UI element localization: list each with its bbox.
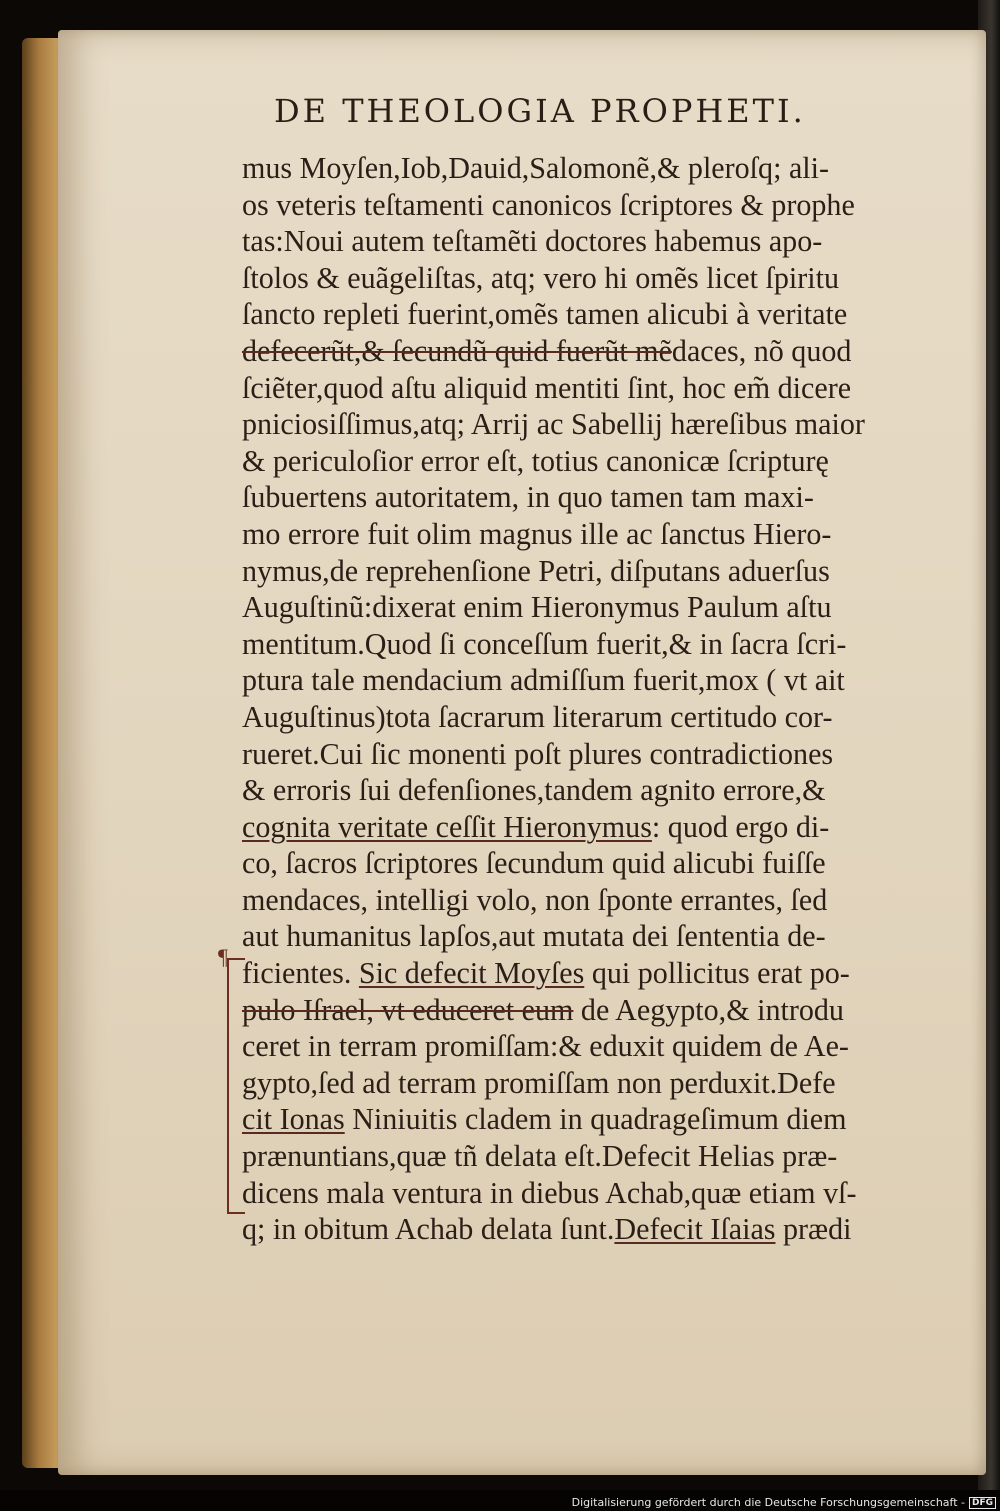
text-line: ceret in terram promiſſam:& eduxit quidem de Ae- [242,1029,849,1064]
footer-text: Digitalisierung gefördert durch die Deutsche Forschungsgemeinschaft - [571,1496,965,1509]
text-line: mo errore fuit olim magnus ille ac ſanctus Hiero- [242,516,832,551]
text-line: ſubuertens autoritatem, in quo tamen tam maxi- [242,480,814,515]
text-segment: : quod ergo di- [651,809,830,844]
text-segment: daces, nõ quod [671,333,852,368]
text-line [242,333,932,370]
text-segment: ficientes. [242,956,359,991]
text-line: dicens mala ventura in diebus Achab,quæ etiam vſ- [242,1175,857,1210]
text-segment: Niniuitis cladem in quadrageſimum diem [344,1102,847,1137]
body-text [242,150,942,1248]
text-line [242,955,932,992]
text-line: Auguſtinũ:dixerat enim Hieronymus Paulum aſtu [242,590,832,625]
text-line: pniciosiſſimus,atq; Arrij ac Sabellij hæreſibus maior [242,407,865,442]
dfg-logo-icon: DFG [969,1497,996,1509]
text-segment: de Aegypto,& introdu [573,992,844,1027]
struck-through-text: defecerũt,& ſecundũ quid fuerũt mẽ [242,333,672,368]
text-line: gypto,ſed ad terram promiſſam non perduxit.Defe [242,1065,836,1100]
underlined-text: Sic defecit Moyſes [358,956,585,991]
margin-pilcrow-mark: ¶ [218,944,228,969]
struck-through-text: pulo Iſrael, vt educeret eum [242,992,574,1027]
text-line: Auguſtinus)tota ſacrarum literarum certitudo cor- [242,699,833,734]
text-line: mus Moyſen,Iob,Dauid,Salomonẽ,& pleroſq; ali- [242,151,830,185]
text-line [242,1211,932,1248]
text-line: aut humanitus lapſos,aut mutata dei ſententia de- [242,919,826,954]
text-line: ptura tale mendacium admiſſum fuerit,mox ( vt ait [242,663,845,698]
text-segment: q; in obitum Achab delata ſunt. [242,1212,615,1247]
text-segment: prædi [775,1212,852,1247]
running-header: DE THEOLOGIA PROPHETI. [274,92,806,130]
text-line: mentitum.Quod ſi conceſſum fuerit,& in ſacra ſcri- [242,626,847,661]
text-line: co, ſacros ſcriptores ſecundum quid alicubi fuiſſe [242,846,826,881]
text-line: ſciẽter,quod aſtu aliquid mentiti ſint, hoc em̃ dicere [242,370,852,405]
underlined-text: cognita veritate ceſſit Hieronymus [242,809,652,844]
text-line: rueret.Cui ſic monenti poſt plures contradictiones [242,736,834,771]
text-line: nymus,de reprehenſione Petri, diſputans aduerſus [242,553,830,588]
text-line [242,992,932,1029]
underlined-text: Defecit Iſaias [614,1212,776,1247]
text-line: os veteris teſtamenti canonicos ſcriptores & prophe [242,187,855,222]
text-segment: qui pollicitus erat po- [584,956,850,991]
text-line: & erroris ſui defenſiones,tandem agnito errore,& [242,773,826,808]
text-line: ſancto repleti fuerint,omẽs tamen alicubi à veritate [242,297,848,332]
text-line [242,1101,932,1138]
footer-credit [572,1496,996,1509]
underlined-text: cit Ionas [242,1102,345,1137]
text-line: tas:Noui autem teſtamẽti doctores habemus apo- [242,224,823,259]
text-line: mendaces, intelligi volo, non ſponte errantes, ſed [242,882,828,917]
text-line [242,809,932,846]
text-line: & periculoſior error eſt, totius canonicæ ſcripturę [242,443,829,478]
text-line: ſtolos & euãgeliſtas, atq; vero hi omẽs licet ſpiritu [242,260,839,295]
text-line: prænuntians,quæ tñ delata eſt.Defecit Helias præ- [242,1139,838,1174]
